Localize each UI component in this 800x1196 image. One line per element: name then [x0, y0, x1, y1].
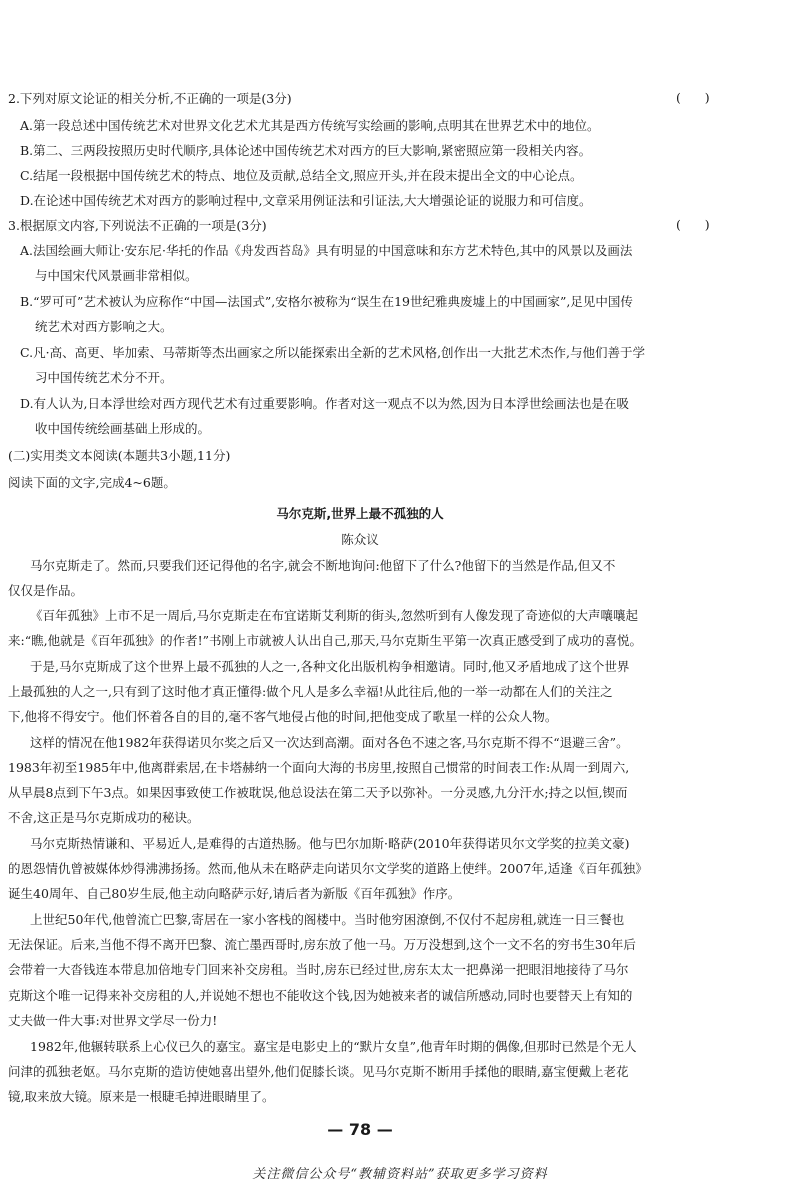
article-line: 这样的情况在他1982年获得诺贝尔奖之后又一次达到高潮。面对各色不速之客,马尔克斯不得不“退避三舍”。 [30, 735, 629, 750]
question-3-option-c-line2: 习中国传统艺术分不开。 [35, 370, 173, 385]
article-line: 1982年,他辗转联系上心仪已久的嘉宝。嘉宝是电影史上的“默片女皇”,他青年时期的偶像,但那时已然是个无人 [30, 1039, 637, 1054]
article-line: 来:“瞧,他就是《百年孤独》的作者!”书刚上市就被人认出自己,那天,马尔克斯生平第一次真正感受到了成功的喜悦。 [8, 633, 642, 648]
question-2-option-d: D.在论述中国传统艺术对西方的影响过程中,文章采用例证法和引证法,大大增强论证的说服力和可信度。 [20, 193, 592, 208]
article-line: 丈夫做一件大事:对世界文学尽一份力! [8, 1013, 218, 1028]
article-line: 诞生40周年、自己80岁生辰,他主动向略萨示好,请后者为新版《百年孤独》作序。 [8, 886, 461, 901]
article-line: 问津的孤独老妪。马尔克斯的造访使她喜出望外,他们促膝长谈。见马尔克斯不断用手揉他的眼睛,嘉宝便戴上老花 [8, 1064, 629, 1079]
article-line: 无法保证。后来,当他不得不离开巴黎、流亡墨西哥时,房东放了他一马。万万没想到,这个一文不名的穷书生30年后 [8, 937, 636, 952]
question-2-stem: 2.下列对原文论证的相关分析,不正确的一项是(3分) [8, 91, 292, 106]
section-instruction: 阅读下面的文字,完成4~6题。 [8, 475, 176, 490]
article-line: 的恩怨情仇曾被媒体炒得沸沸扬扬。然而,他从未在略萨走向诺贝尔文学奖的道路上使绊。2007年,适逢《百年孤独》 [8, 861, 648, 876]
question-3-option-a-line1: A.法国绘画大师让·安东尼·华托的作品《舟发西苔岛》具有明显的中国意味和东方艺术特色,其中的风景以及画法 [20, 243, 633, 258]
question-3-option-d-line1: D.有人认为,日本浮世绘对西方现代艺术有过重要影响。作者对这一观点不以为然,因为日本浮世绘画法也是在吸 [20, 396, 629, 411]
footer-note: 关注微信公众号“教辅资料站”获取更多学习资料 [252, 1167, 548, 1182]
question-3-answer-paren: ( ) [676, 217, 710, 232]
article-line: 镜,取来放大镜。原来是一根睫毛掉进眼睛里了。 [8, 1089, 275, 1104]
article-line: 上最孤独的人之一,只有到了这时他才真正懂得:做个凡人是多么幸福!从此往后,他的一举一动都在人们的关注之 [8, 684, 613, 699]
article-line: 《百年孤独》上市不足一周后,马尔克斯走在布宜诺斯艾利斯的街头,忽然听到有人像发现了奇迹似的大声嚷嚷起 [30, 608, 638, 623]
page-number: — 78 — [327, 1120, 393, 1139]
question-3-option-b-line2: 统艺术对西方影响之大。 [35, 319, 173, 334]
section-heading: (二)实用类文本阅读(本题共3小题,11分) [8, 448, 231, 463]
question-3-option-c-line1: C.凡·高、高更、毕加索、马蒂斯等杰出画家之所以能探索出全新的艺术风格,创作出一大批艺术杰作,与他们善于学 [20, 345, 646, 360]
question-2-option-b: B.第二、三两段按照历史时代顺序,具体论述中国传统艺术对西方的巨大影响,紧密照应第一段相关内容。 [20, 143, 592, 158]
question-2-answer-paren: ( ) [676, 90, 710, 105]
article-line: 克斯这个唯一记得来补交房租的人,并说她不想也不能收这个钱,因为她被来者的诚信所感动,同时也要替天上有知的 [8, 988, 633, 1003]
article-line: 于是,马尔克斯成了这个世界上最不孤独的人之一,各种文化出版机构争相邀请。同时,他又矛盾地成了这个世界 [30, 659, 630, 674]
article-line: 1983年初至1985年中,他离群索居,在卡塔赫纳一个面向大海的书房里,按照自己惯常的时间表工作:从周一到周六, [8, 760, 630, 775]
article-line: 上世纪50年代,他曾流亡巴黎,寄居在一家小客栈的阁楼中。当时他穷困潦倒,不仅付不起房租,就连一日三餐也 [30, 912, 625, 927]
question-2-option-c: C.结尾一段根据中国传统艺术的特点、地位及贡献,总结全文,照应开头,并在段末提出全文的中心论点。 [20, 168, 583, 183]
article-title: 马尔克斯,世界上最不孤独的人 [276, 506, 444, 521]
article-line: 马尔克斯热情谦和、平易近人,是难得的古道热肠。他与巴尔加斯·略萨(2010年获得诺贝尔文学奖的拉美文豪) [30, 836, 630, 851]
article-line: 会带着一大沓钱连本带息加倍地专门回来补交房租。当时,房东已经过世,房东太太一把鼻涕一把眼泪地接待了马尔 [8, 962, 629, 977]
article-line: 马尔克斯走了。然而,只要我们还记得他的名字,就会不断地询问:他留下了什么?他留下的当然是作品,但又不 [30, 558, 616, 573]
article-line: 仅仅是作品。 [8, 583, 84, 598]
question-2-option-a: A.第一段总述中国传统艺术对世界文化艺术尤其是西方传统写实绘画的影响,点明其在世界艺术中的地位。 [20, 118, 600, 133]
article-line: 下,他将不得安宁。他们怀着各自的目的,毫不客气地侵占他的时间,把他变成了歌星一样的公众人物。 [8, 709, 558, 724]
question-3-option-b-line1: B.“罗可可”艺术被认为应称作“中国—法国式”,安格尔被称为“误生在19世纪雅典废墟上的中国画家”,足见中国传 [20, 294, 633, 309]
question-3-option-d-line2: 收中国传统绘画基础上形成的。 [35, 421, 211, 436]
question-3-stem: 3.根据原文内容,下列说法不正确的一项是(3分) [8, 218, 267, 233]
article-line: 不舍,这正是马尔克斯成功的秘诀。 [8, 810, 200, 825]
question-3-option-a-line2: 与中国宋代风景画非常相似。 [35, 268, 198, 283]
article-line: 从早晨8点到下午3点。如果因事致使工作被耽误,他总设法在第二天予以弥补。一分灵感,九分汗水;持之以恒,锲而 [8, 785, 628, 800]
article-author: 陈众议 [341, 532, 379, 547]
